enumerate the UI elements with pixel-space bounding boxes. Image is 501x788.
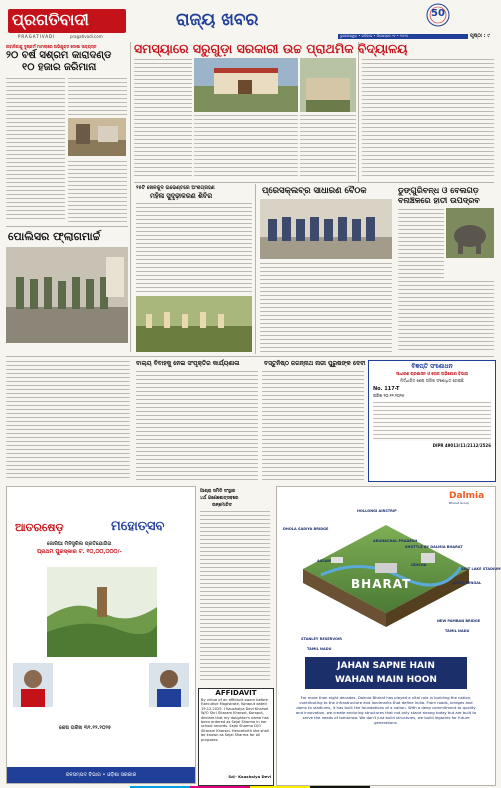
mid-photo — [136, 296, 252, 352]
left-headline-1: ୨୦ ବର୍ଷ ସଶ୍ରମ କାରାଦଣ୍ଡ — [6, 50, 112, 61]
dateline: ଭୁବନେଶ୍ୱର • ରବିବାର • ଡିସେମ୍ବର ୨୧ • ୨୦୨୫ — [340, 34, 409, 38]
small-ad-headline-1: ଆଶ୍ରା ସମିତି ସଂସ୍ଥାର — [200, 489, 236, 494]
dalmia-label-6: SALT LAKE STADIUM — [461, 567, 501, 571]
court-photo — [68, 118, 126, 156]
mahotsav-prefix: ଆତରଷେଡ଼ — [15, 521, 64, 534]
affidavit-title: AFFIDAVIT — [215, 689, 257, 697]
elephant-body — [398, 208, 444, 278]
left-kicker: ନାବାଳିକାକୁ ଦୁଷ୍କର୍ମ ମାମଲାରେ ଅଭିଯୁକ୍ତ ଦୋଷୀ ସାବ୍ୟସ୍ତ — [6, 44, 97, 49]
mahotsav-line2: ପ୍ରଥମ ପୁରସ୍କାର ଟ. ୧୦,୦୦,୦୦୦/- — [37, 549, 122, 555]
mid-headline-1: ୨୫ଟି ଖେଳକୁଦ ଇଭେଣ୍ଟରେ ଅଂଶଗ୍ରହଣ — [136, 185, 215, 191]
lead-headline: ସମସ୍ୟାରେ ସରୁଗୁଡ଼ା ସରକାରୀ ଉଚ୍ଚ ପ୍ରାଥମିକ ବିଦ୍ୟାଳୟ — [134, 41, 408, 56]
dalmia-label-10: NEW PAMBAN BRIDGE — [437, 619, 481, 623]
elephant-headline-2: ବନାଞ୍ଚଳରେ ହାତୀ ଉପଦ୍ରବ — [398, 196, 480, 205]
school-photo-2 — [300, 58, 356, 112]
logo-subtitle: PRAGATIVADI — [18, 34, 56, 39]
notice-text-lines — [373, 401, 491, 441]
mahotsav-title: ମହୋତ୍ସବ — [111, 519, 165, 534]
press-headline: ପ୍ରେସକ୍ଲବ୍‌ର ସାଧାରଣ ବୈଠକ — [262, 186, 367, 196]
notice-ref: No. 117-T — [373, 386, 400, 392]
notice-ad — [368, 360, 496, 482]
notice-body: ନିର୍ଦ୍ଧାରିତ ଶେଷ ତାରିଖ ସଂଶୋଧିତ ହୋଇଛି — [400, 378, 464, 383]
dalmia-brand-sub: Bharat Group — [449, 501, 470, 505]
mid-body — [136, 202, 252, 294]
small-ad-headline-2: ୪ର୍ଥ ଗଣେଶୋତ୍ସବରେ — [200, 496, 239, 501]
affidavit-box — [198, 688, 274, 786]
lead-body-3 — [300, 114, 356, 178]
dalmia-brand: Dalmia — [449, 491, 485, 501]
police-headline: ପୋଲିସର ଫ୍ଲାଗମାର୍ଚ୍ଚ — [8, 230, 101, 243]
dalmia-tagline-2: WAHAN MAIN HOON — [335, 675, 437, 685]
dalmia-label-4: ASSAM — [317, 559, 331, 563]
dalmia-label-5: ODISHA — [411, 563, 427, 567]
affidavit-sign: Sd/- Kaushalya Devi — [228, 774, 271, 779]
section-title: ରାଜ୍ୟ ଖବର — [176, 10, 259, 30]
small-story-body — [200, 510, 270, 682]
mahotsav-image — [47, 567, 157, 657]
mahotsav-footer-bar — [7, 767, 195, 783]
dalmia-label-1: HOLLONGI AIRSTRIP — [357, 509, 397, 513]
dalmia-label-8: STANLEY RESERVOIR — [301, 637, 342, 641]
mahotsav-footer: ଜଳସମ୍ପଦ ବିଭାଗ • ଓଡ଼ିଶା ସରକାର — [65, 772, 137, 778]
press-photo — [260, 199, 392, 259]
press-body — [260, 262, 392, 352]
notice-subtitle: ସାଧାରଣ ପ୍ରଶାସନ ଓ ଲୋକ ଅଭିଯୋଗ ବିଭାଗ — [395, 371, 469, 376]
elephant-headline-1: ଡୁଙ୍ଗୁରିବନ୍ଧ ଓ ବେଲଗଡ଼ — [398, 186, 479, 195]
notice-dipr: DIPR 49013/11/2112/2526 — [432, 443, 491, 448]
dateline-bar — [338, 34, 468, 39]
left-bottom-body — [6, 360, 130, 480]
mahotsav-portrait-1 — [13, 663, 53, 707]
lead-body-1 — [134, 58, 192, 178]
dalmia-tagline-1: JAHAN SAPNE HAIN — [337, 661, 435, 671]
dalmia-label-7: WEST BENGAL — [453, 581, 482, 585]
dispute-headline: ବାଲ୍ୟ ବିବାହକୁ ନେଇ ସଂପୃକ୍ତିର କାର୍ଯ୍ୟଶାଳା — [136, 360, 240, 367]
mahotsav-portrait-2 — [149, 663, 189, 707]
dalmia-tagline-bar — [305, 657, 467, 689]
logo-text: ପ୍ରଗତିବାଦୀ — [12, 10, 89, 29]
mahotsav-line1: ଜୋରିଆ ମିନିସ୍ଟ୍ରିଲ ପ୍ରତିଯୋଗିତା — [47, 541, 112, 547]
left-story-body-2 — [68, 77, 127, 117]
affidavit-body: By virtue of an affidavit sworn before Executive Magistrate, Koraput dated 19.12.2025. I Kaushalya Devi Kharsel W/O Shri Sitaram Kharsel, Koraput, declare that my daughter's name has been entered as Sejal Sharma in her school records. Sejal Sharma D/O Sitaram Kharsel. Henceforth she shall be known as Sejal Sharma for all purposes. — [201, 698, 269, 742]
lead-body-2 — [194, 114, 298, 178]
right-top-body — [362, 58, 494, 178]
anniversary-number: 50 — [431, 8, 445, 19]
left-story-body-3 — [68, 160, 127, 222]
police-photo — [6, 247, 128, 343]
dispute-body — [136, 370, 258, 480]
mahotsav-date: ଶେଷ ତାରିଖ ୩୧.୧୨.୨୦୨୫ — [59, 725, 112, 731]
anniversary-emblem — [418, 2, 458, 29]
notice-date: ତାରିଖ ୨୦.୧୨.୨୦୨୫ — [373, 393, 405, 398]
school-photo — [194, 58, 298, 112]
small-ad-headline-3: ଉନ୍ମୋଚିତ — [212, 503, 232, 508]
notice-title: ବିଜ୍ଞପ୍ତି ସଂଶୋଧନ — [411, 363, 453, 370]
sports-headline: ବସ୍ତୁନିଷ୍ଠ ଜଗନ୍ନାଥ ନାରୀ ପୁରୁଷଙ୍କ ଦେବୀ — [264, 360, 366, 367]
dalmia-ad — [276, 486, 501, 786]
dalmia-map-title: BHARAT — [351, 577, 412, 591]
left-headline-2: ୧୦ ହଜାର ଜରିମାନା — [22, 62, 97, 73]
masthead — [0, 0, 500, 40]
elephant-photo — [446, 208, 494, 258]
dalmia-label-11: TAMIL NADU — [445, 629, 470, 633]
logo — [8, 9, 126, 33]
dalmia-label-2: ARUNACHAL PRADESH — [373, 539, 418, 543]
sports-body — [262, 370, 364, 480]
mahotsav-ad — [6, 486, 196, 784]
elephant-body-2 — [398, 280, 494, 352]
left-story-body — [6, 77, 65, 222]
dalmia-label-9: TAMIL NADU — [307, 647, 332, 651]
dalmia-label-3: SHUTTLE BY DALMIA BHARAT — [405, 545, 463, 549]
logo-website: pragativadi.com — [70, 34, 103, 39]
dalmia-logo — [449, 491, 491, 507]
page-number: ପୃଷ୍ଠା : ୯ — [470, 33, 490, 39]
dalmia-body: For more than eight decades, Dalmia Bharat has played a vital role in building the nation, contributing to the infrastructure and landmarks that define India. From roads, bridges and dams to stadiums, it has built the foundations of a nation. With a deep commitment to quality and innovation, we create enduring structures that not only stand strong today but are built to serve the needs of tomorrow. We don't just build structures, we build legacies for future generations. — [295, 695, 477, 725]
dalmia-label-0: DHOLA SADIYA BRIDGE — [283, 527, 329, 531]
mid-headline-2: ମହିଳା ସୁଦୃଢ଼ୀକରଣ ଶିବିର — [150, 192, 213, 200]
